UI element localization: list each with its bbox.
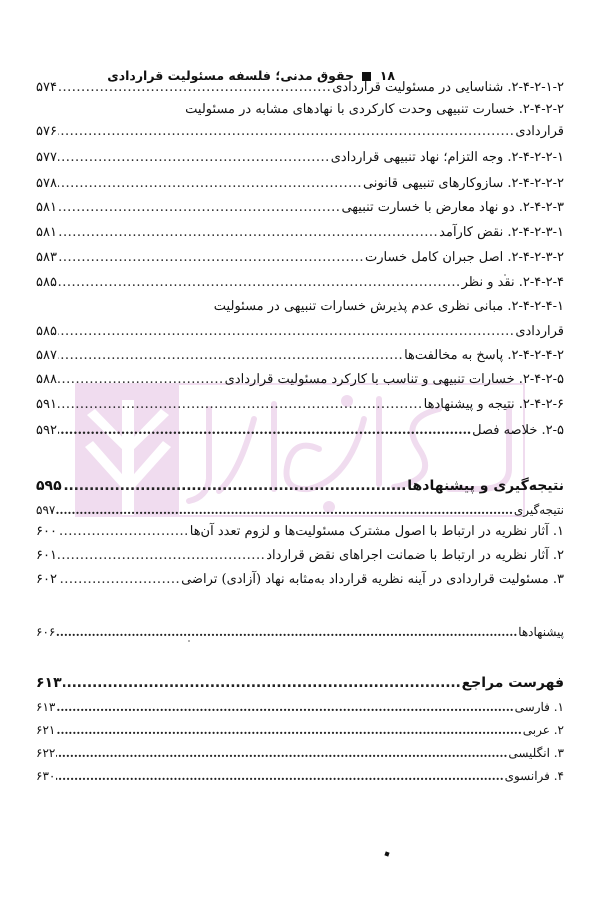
leader-dots [63,476,407,496]
toc-entry-title: ۲-۴-۲-۳-۱. نقض کارآمد [439,225,564,240]
toc-entry-title: ۲-۴-۲-۴-۲. پاسخ به مخالفت‌ها [404,348,564,363]
toc-entry[interactable] [36,174,590,194]
toc-entry[interactable] [36,346,590,366]
toc-entry-title: ۱. آثار نظریه در ارتباط با اصول مشترک مسئولیت‌ها و لزوم تعدد آن‌ها [189,524,564,539]
leader-dots [58,174,362,194]
toc-entry-title: ۲-۴-۲-۱-۲. شناسایی در مسئولیت قراردادی [332,80,564,95]
toc-entry[interactable] [36,148,590,168]
toc-entry[interactable] [36,297,590,317]
toc-heading-page: ۵۹۵ [36,478,62,494]
toc-entry[interactable] [36,78,590,98]
toc-entry-page: ۵۹۱ [36,397,57,412]
toc-entry-title: ۲-۴-۲-۲-۲. سازوکارهای تنبیهی قانونی [362,176,564,191]
toc-entry-page: ۵۸۵ [36,275,57,290]
toc-entry[interactable] [36,766,574,786]
toc-entry-page: ۵۷۴ [36,80,57,95]
toc-entry[interactable] [36,697,574,717]
toc-section-heading[interactable] [36,476,564,496]
toc-entry-page: ۶۳۰ [36,769,56,783]
toc-entry-title: ۳. انگلیسی [508,746,564,760]
book-title: حقوق مدنی؛ فلسفه مسئولیت قراردادی [107,68,355,83]
leader-dots [58,198,340,218]
leader-dots [56,720,521,740]
toc-entry[interactable] [36,273,590,293]
toc-entry[interactable] [36,743,574,763]
leader-dots [58,370,224,390]
toc-entry-title: ۲-۴-۲-۲-۱. وجه التزام؛ نهاد تنبیهی قراردادی [330,150,564,165]
leader-dots [58,346,403,366]
toc-heading-title: فهرست مراجع [461,675,564,691]
toc-section-heading[interactable] [36,673,564,693]
leader-dots [58,395,423,415]
toc-entry-title: ۴. فرانسوی [504,769,564,783]
toc-entry-page: ۵۹۲ [36,423,57,438]
toc-heading-page: ۶۱۳ [36,675,62,691]
toc-entry[interactable] [36,248,590,268]
leader-dots [58,322,514,342]
toc-entry-title: ۲-۴-۲-۲. خسارت تنبیهی وحدت کارکردی با نهادهای مشابه در مسئولیت [185,102,564,117]
toc-entry-page: ۵۷۸ [36,176,57,191]
toc-entry-title: ۲-۵. خلاصه فصل [472,423,564,438]
toc-entry-title: ۲-۴-۲-۴-۱. مبانی نظری عدم پذیرش خسارات تنبیهی در مسئولیت [213,299,564,314]
toc-entry-title: قراردادی [515,124,564,139]
leader-dots [56,766,503,786]
toc-entry[interactable] [36,198,590,218]
toc-entry-page: ۵۸۵ [36,324,57,339]
leader-dots [56,622,517,642]
leader-dots [58,570,180,590]
toc-entry-title: قراردادی [515,324,564,339]
leader-dots [58,223,438,243]
toc-entry-page: ۵۸۳ [36,250,57,265]
leader-dots [58,522,189,542]
toc-entry-page: ۵۹۷ [36,503,56,517]
toc-entry-title: ۳. مسئولیت قراردادی در آینه نظریه قرارداد به‌مثابه نهاد (آزادی) تراضی [181,572,564,587]
toc-entry-page: ۶۲۲ [36,746,56,760]
leader-dots [58,273,461,293]
toc-entry-title: ۲-۴-۲-۵. خسارات تنبیهی و تناسب با کارکرد مسئولیت قراردادی [224,372,564,387]
toc-heading-title: نتیجه‌گیری و پیشنهادها [407,478,564,494]
toc-entry-page: ۵۸۷ [36,348,57,363]
leader-dots [56,500,513,520]
toc-entry[interactable] [36,100,590,120]
toc-entry-page: ۶۰۲ [36,572,57,587]
toc-entry-title: ۲-۴-۲-۴. نقد و نظر [461,275,564,290]
page-number: ۱۸ [379,68,395,83]
toc-entry-page: ۶۱۳ [36,700,56,714]
toc-entry-continuation[interactable] [36,122,590,142]
toc-entry[interactable] [36,223,590,243]
toc-entry[interactable] [36,720,574,740]
toc-entry[interactable] [36,421,590,441]
toc-entry-continuation[interactable] [36,322,600,342]
toc-entry-title: ۲. عربی [522,723,564,737]
leader-dots [58,546,265,566]
toc-entry-title: پیشنهادها [518,625,564,639]
toc-entry[interactable] [36,500,574,520]
toc-entry-title: ۲-۴-۲-۳-۲. اصل جبران کامل خسارت [364,250,564,265]
toc-entry[interactable] [36,622,572,642]
leader-dots [58,148,330,168]
toc-entry[interactable] [36,395,590,415]
toc-entry-page: ۶۲۱ [36,723,56,737]
toc-entry-page: ۶۰۱ [36,548,57,563]
toc-entry-title: نتیجه‌گیری [513,503,564,517]
toc-entry[interactable] [36,370,590,390]
leader-dots [58,248,364,268]
footer-mark-icon [384,851,389,856]
toc-entry-page: ۵۷۷ [36,150,57,165]
leader-dots [58,78,331,98]
toc-entry-title: ۲. آثار نظریه در ارتباط با ضمانت اجراهای نقض قرارداد [266,548,564,563]
toc-entry[interactable] [36,570,574,590]
toc-entry[interactable] [36,522,574,542]
toc-entry-page: ۶۰۰ [36,524,57,539]
leader-dots [56,697,513,717]
toc-entry-title: ۲-۴-۲-۳. دو نهاد معارض با خسارت تنبیهی [341,200,564,215]
toc-entry[interactable] [36,546,574,566]
leader-dots [58,122,514,142]
leader-dots [56,743,507,763]
toc-entry-title: ۱. فارسی [514,700,564,714]
toc-entry-page: ۵۸۱ [36,225,57,240]
leader-dots [58,421,471,441]
toc-entry-page: ۵۷۶ [36,124,57,139]
toc-entry-page: ۵۸۱ [36,200,57,215]
toc-entry-page: ۵۸۸ [36,372,57,387]
toc-entry-page: ۶۰۶ [36,625,56,639]
leader-dots [63,673,461,693]
toc-entry-title: ۲-۴-۲-۶. نتیجه و پیشنهادها [423,397,564,412]
